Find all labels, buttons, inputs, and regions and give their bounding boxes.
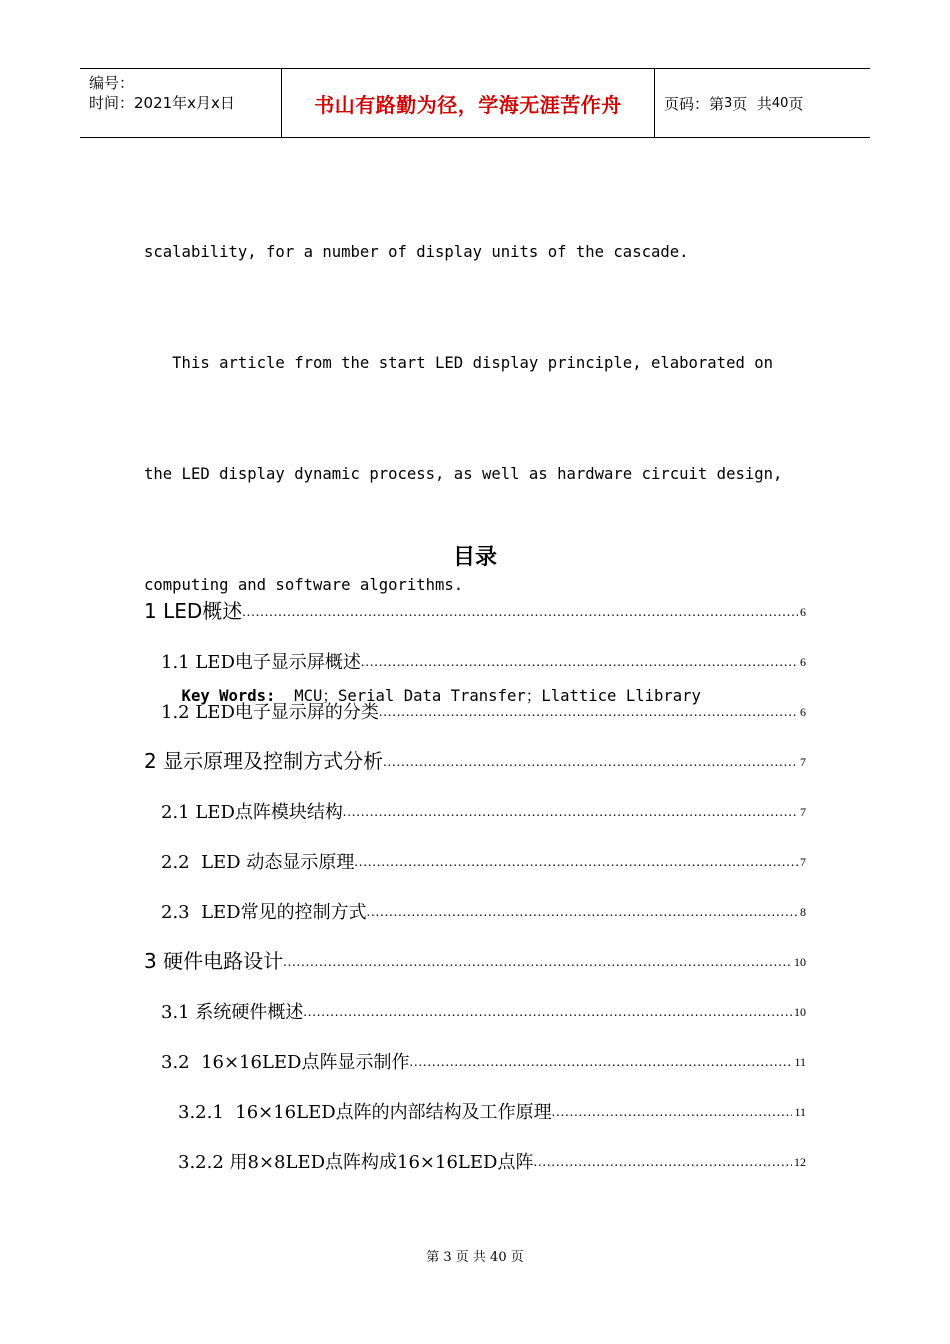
toc-entry[interactable] — [161, 894, 806, 924]
toc-entry[interactable] — [178, 1144, 806, 1174]
toc-entry-page: 12 — [794, 1155, 806, 1169]
toc-entry[interactable] — [144, 944, 806, 974]
toc-leader-dots — [343, 805, 798, 821]
toc-entry-page: 6 — [800, 605, 806, 619]
abstract-line: This article from the start LED display principle, elaborated on — [144, 354, 774, 372]
toc-leader-dots — [533, 1155, 792, 1171]
abstract-line: the LED display dynamic process, as well as hardware circuit design, — [144, 465, 783, 483]
page-middle: 页 共 — [732, 94, 772, 113]
toc-leader-dots — [354, 855, 798, 871]
toc-entry-label: 2 显示原理及控制方式分析 — [144, 749, 384, 773]
toc-entry-page: 11 — [794, 1055, 806, 1069]
toc-entry[interactable] — [161, 1044, 806, 1074]
abstract-line: scalability, for a number of display units of the cascade. — [144, 243, 689, 261]
page-suffix: 页 — [788, 94, 804, 113]
toc-entry-label: 2.2 LED 动态显示原理 — [161, 852, 355, 873]
toc-leader-dots — [361, 655, 798, 671]
toc-entry-label: 1 LED概述 — [144, 599, 243, 623]
toc-entry[interactable] — [161, 994, 806, 1024]
toc-entry[interactable] — [161, 844, 806, 874]
toc-entry-label: 3.1 系统硬件概述 — [161, 1002, 304, 1023]
doc-number-label: 编号： — [89, 74, 135, 92]
toc-leader-dots — [283, 955, 792, 971]
abstract-line: computing and software algorithms. — [144, 576, 464, 594]
toc-entry[interactable] — [161, 694, 806, 724]
toc-entry[interactable] — [161, 794, 806, 824]
toc-entry-label: 3 硬件电路设计 — [144, 949, 284, 973]
toc-entry-label: 2.1 LED点阵模块结构 — [161, 802, 343, 823]
toc-entry-label: 1.2 LED电子显示屏的分类 — [161, 702, 379, 723]
toc-leader-dots — [242, 605, 798, 621]
toc-entry-page: 7 — [800, 805, 806, 819]
toc-entry-label: 1.1 LED电子显示屏概述 — [161, 652, 361, 673]
toc-leader-dots — [383, 755, 798, 771]
page-footer: 第 3 页 共 40 页 — [426, 1250, 524, 1265]
toc-entry-page: 7 — [800, 855, 806, 869]
toc-entry-page: 6 — [800, 655, 806, 669]
page-current: 3 — [724, 95, 733, 111]
page-total: 40 — [771, 95, 789, 111]
toc-entry[interactable] — [178, 1094, 806, 1124]
toc-leader-dots — [552, 1105, 793, 1121]
date-label: 时间：2021年x月x日 — [89, 94, 235, 112]
page-prefix: 页码：第 — [664, 94, 725, 113]
keywords-label: Key Words: — [144, 687, 276, 705]
toc-entry-label: 2.3 LED常见的控制方式 — [161, 902, 367, 923]
toc-entry-label: 3.2.2 用8×8LED点阵构成16×16LED点阵 — [178, 1152, 534, 1173]
toc-entry-label: 3.2 16×16LED点阵显示制作 — [161, 1052, 410, 1073]
toc-title: 目录 — [452, 545, 497, 570]
toc-entry-page: 8 — [800, 905, 806, 919]
toc-entry-page: 11 — [794, 1105, 806, 1119]
toc-entry-page: 10 — [794, 1005, 806, 1019]
header-page-info — [655, 69, 870, 137]
toc-leader-dots — [367, 905, 798, 921]
toc-leader-dots — [303, 1005, 792, 1021]
toc-entry-label: 3.2.1 16×16LED点阵的内部结构及工作原理 — [178, 1102, 552, 1123]
page-header — [80, 68, 870, 138]
motto-text: 书山有路勤为径，学海无涯苦作舟 — [314, 92, 622, 117]
toc-leader-dots — [409, 1055, 792, 1071]
toc-entry-page: 6 — [800, 705, 806, 719]
toc-entry-page: 10 — [794, 955, 806, 969]
header-motto — [282, 69, 655, 137]
toc-leader-dots — [379, 705, 798, 721]
toc-entry-page: 7 — [800, 755, 806, 769]
keywords-value: MCU；Serial Data Transfer；Llattice Llibrary — [275, 687, 701, 705]
toc-entry[interactable] — [144, 594, 806, 624]
toc-entry[interactable] — [144, 744, 806, 774]
toc-entry[interactable] — [161, 644, 806, 674]
header-meta — [80, 69, 282, 137]
